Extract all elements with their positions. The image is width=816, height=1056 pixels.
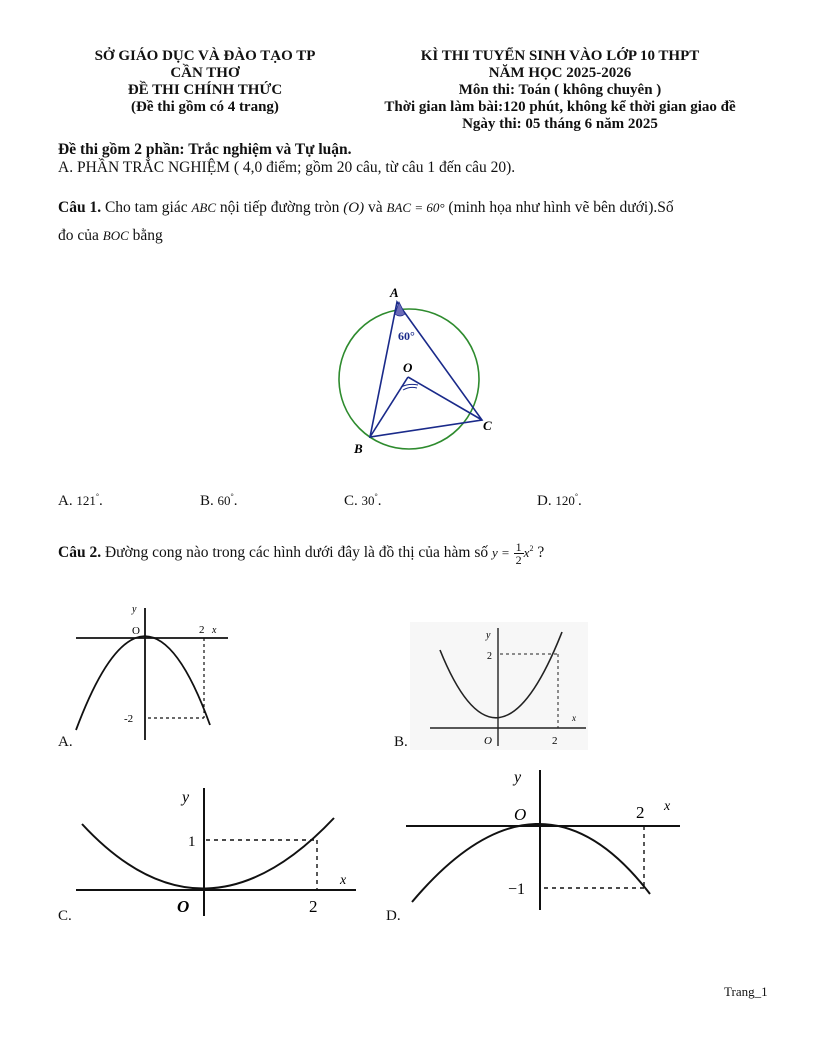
graph-b-y-label: y [486,630,491,641]
q1-option-c[interactable]: C. 30°. [344,492,382,509]
graph-c-y-label: y [182,789,190,806]
question-1-line-1: Câu 1. Cho tam giác ABC nội tiếp đường tròn (O) và BAC = 60° (minh họa như hình vẽ bên dưới).Số [58,199,674,216]
graph-b [410,622,590,750]
subject-line: Môn thi: Toán ( không chuyên ) [458,82,662,98]
exam-date-line: Ngày thi: 05 tháng 6 năm 2025 [462,116,658,132]
label-a: A [390,285,399,300]
exam-title: KÌ THI TUYỂN SINH VÀO LỚP 10 THPT [420,48,700,64]
header-left [60,48,350,116]
page-number: Trang_1 [724,984,768,999]
label-b: B [354,441,363,456]
graph-b-x-tick: 2 [552,735,558,747]
section-a-heading: A. PHẦN TRẮC NGHIỆM ( 4,0 điểm; gồm 20 câu, từ câu 1 đến câu 20). [58,159,516,176]
graph-d-o-label: O [514,805,527,824]
segment-oc [408,377,482,420]
page-count-note: (Đề thi gồm có 4 trang) [131,99,279,115]
circle-triangle-figure [330,280,510,460]
graph-a-x-label: x [212,625,217,636]
graph-d-y-label: y [514,769,522,786]
header-right [360,48,760,133]
city-name: CẦN THƠ [170,65,240,81]
graph-a [72,600,232,748]
official-exam-label: ĐỀ THI CHÍNH THỨC [127,82,283,98]
q1-option-a[interactable]: A. 121°. [58,492,103,509]
q2-option-b[interactable]: B. [394,734,408,750]
graph-a-y-tick: -2 [124,713,134,725]
graph-c [74,780,364,920]
question-2-label: Câu 2. [58,544,102,562]
question-1-line-2: đo của BOC bằng [58,227,163,244]
graph-d-y-tick: −1 [508,881,526,898]
graph-b-o-label: O [484,735,492,747]
graph-c-x-label: x [340,873,347,888]
math-angle-bac: BAC = 60° [386,200,445,215]
math-circle-o: (O) [343,200,365,216]
q2-option-a[interactable]: A. [58,734,73,750]
question-2-line: Câu 2. Đường cong nào trong các hình dưới đây là đồ thị của hàm số y = $\frac{1}{2}$ $x^2$ ? [58,540,545,568]
q1-option-b[interactable]: B. 60°. [200,492,238,509]
question-1-label: Câu 1. [58,199,102,216]
graph-d-x-tick: 2 [636,803,645,822]
math-y-equals: y = [491,545,510,561]
label-o: O [403,360,413,375]
angle-o-mark-2 [403,387,417,390]
graph-c-x-tick: 2 [309,897,318,916]
label-angle-60: 60° [398,329,415,343]
math-abc: ABC [191,200,217,215]
graph-c-y-tick: 1 [188,834,196,850]
graph-a-y-label: y [132,604,137,615]
graph-d [404,760,690,920]
graph-a-o-label: O [132,625,140,637]
math-boc: BOC [102,228,129,243]
q2-option-c[interactable]: C. [58,908,72,924]
time-limit-line: Thời gian làm bài:120 phút, không kể thời gian giao đề [384,99,736,115]
graph-a-x-tick: 2 [199,624,205,636]
graph-d-x-label: x [664,799,671,814]
graph-c-o-label: O [177,897,190,916]
math-fraction: $\frac{1}{2}$ [515,540,522,568]
graph-b-y-tick: 2 [487,651,492,662]
q2-option-d[interactable]: D. [386,908,401,924]
triangle-abc [370,302,482,437]
school-year: NĂM HỌC 2025-2026 [488,65,632,81]
department-name: SỞ GIÁO DỤC VÀ ĐÀO TẠO TP [94,48,316,64]
q1-option-d[interactable]: D. 120°. [537,492,582,509]
graph-b-x-label: x [572,713,576,723]
exam-structure-note: Đề thi gồm 2 phần: Trắc nghiệm và Tự luận. [58,141,352,158]
label-c: C [483,418,492,433]
